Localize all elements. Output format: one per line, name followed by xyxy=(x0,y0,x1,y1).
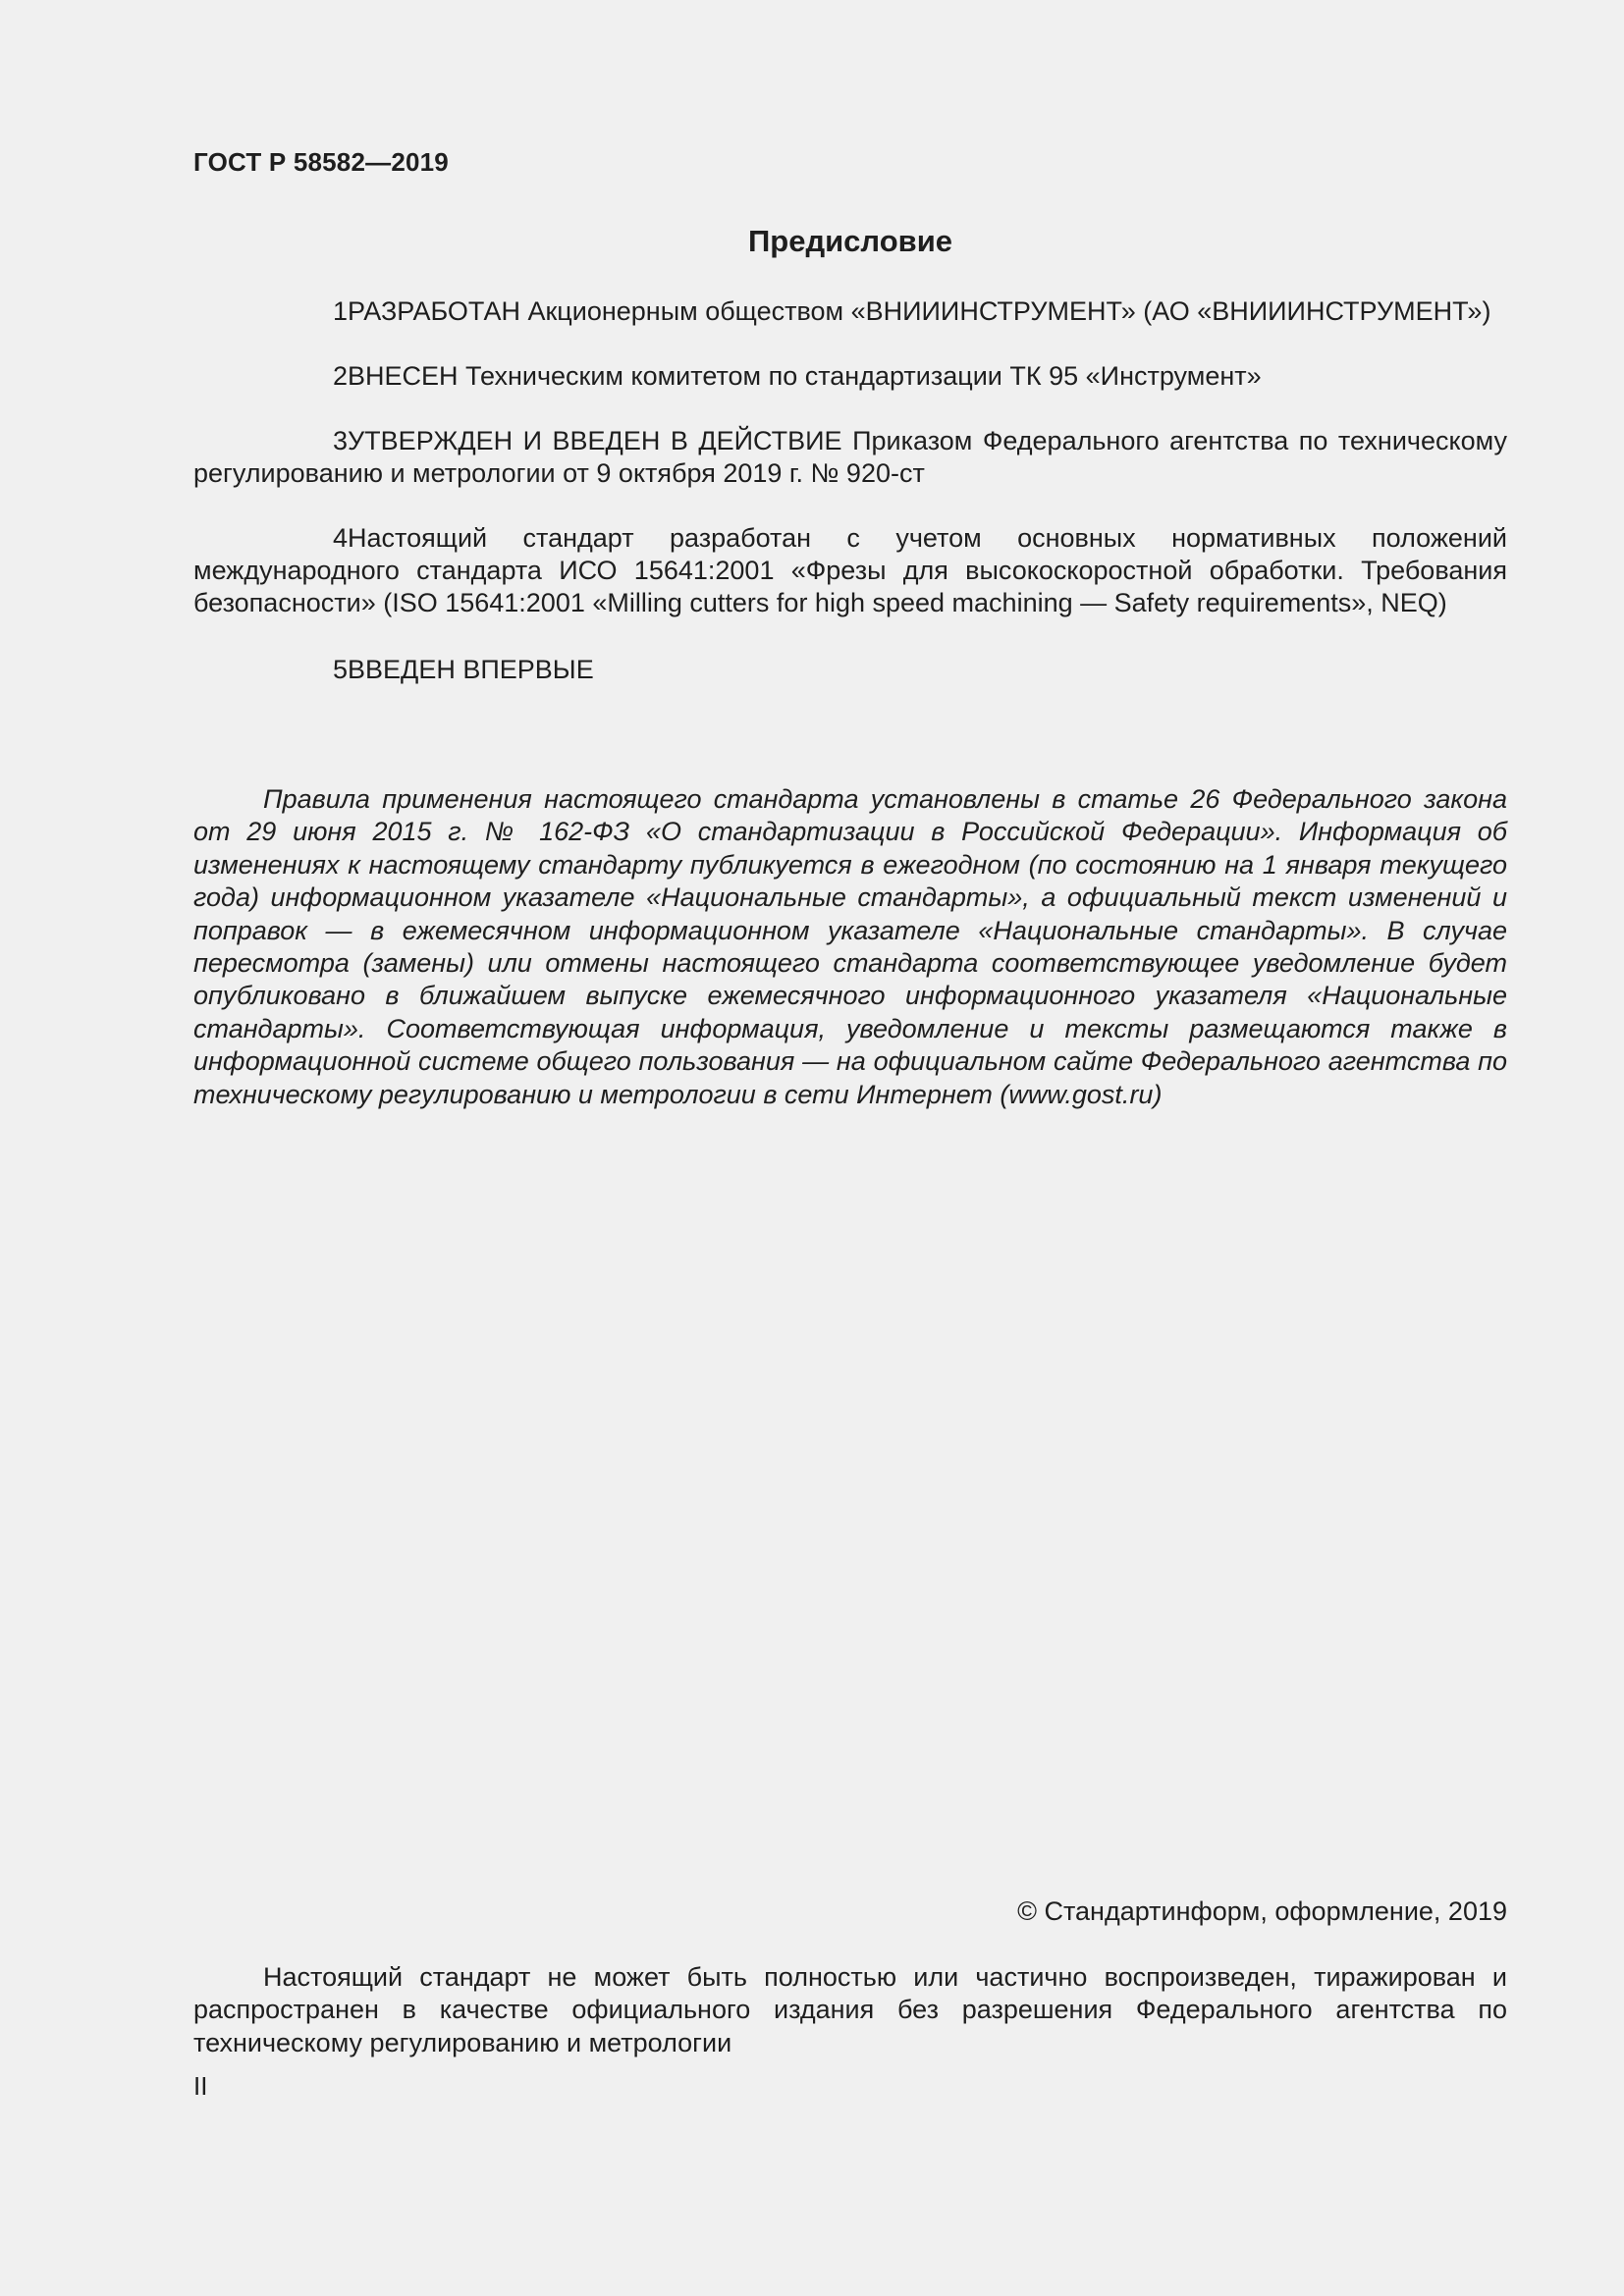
preface-item-text: ВНЕСЕН Техническим комитетом по стандартизации ТК 95 «Инструмент» xyxy=(348,361,1262,391)
preface-item-1 xyxy=(193,295,1507,328)
preface-item-number: 5 xyxy=(333,655,349,684)
preface-item-number: 3 xyxy=(333,426,349,455)
preface-item-4 xyxy=(193,522,1507,619)
document-code: ГОСТ Р 58582—2019 xyxy=(193,147,449,177)
preface-item-text: ВВЕДЕН ВПЕРВЫЕ xyxy=(348,655,594,684)
preface-item-number: 2 xyxy=(333,361,349,391)
preface-item-number: 4 xyxy=(333,523,349,553)
preface-item-text: Настоящий стандарт разработан с учетом основных нормативных положений международного стандарта ИСО 15641:2001 «Фрезы для высокоскоростной обработки. Требования безопасности» (ISO 15641:2001 «Milling cutters for high speed machining — Safety requirements», NEQ) xyxy=(193,523,1507,617)
preface-item-number: 1 xyxy=(333,296,349,326)
preface-title: Предисловие xyxy=(747,224,952,258)
standard-application-notice: Правила применения настоящего стандарта установлены в статье 26 Федерального закона от 29 июня 2015 г. № 162-ФЗ «О стандартизации в Российской Федерации». Информация об изменениях к настоящему стандарту публикуется в ежегодном (по состоянию на 1 января текущего года) информационном указателе «Национальные стандарты», а официальный текст изменений и поправок — в ежемесячном информационном указателе «Национальные стандарты». В случае пересмотра (замены) или отмены настоящего стандарта соответствующее уведомление будет опубликовано в ближайшем выпуске ежемесячного информационного указателя «Национальные стандарты». Соответствующая информация, уведомление и тексты размещаются также в информационной системе общего пользования — на официальном сайте Федерального агентства по техническому регулированию и метрологии в сети Интернет (www.gost.ru) xyxy=(193,784,1507,1109)
page-number: II xyxy=(193,2071,208,2101)
reproduction-notice: Настоящий стандарт не может быть полностью или частично воспроизведен, тиражирован и распространен в качестве официального издания без разрешения Федерального агентства по техническому регулированию и метрологии xyxy=(193,1962,1507,2057)
preface-item-3 xyxy=(193,425,1507,490)
copyright-line: © Стандартинформ, оформление, 2019 xyxy=(1017,1896,1507,1926)
preface-item-text: РАЗРАБОТАН Акционерным обществом «ВНИИИНСТРУМЕНТ» (АО «ВНИИИНСТРУМЕНТ») xyxy=(348,296,1491,326)
preface-item-text: УТВЕРЖДЕН И ВВЕДЕН В ДЕЙСТВИЕ Приказом Федерального агентства по техническому регулированию и метрологии от 9 октября 2019 г. № 920-ст xyxy=(193,426,1507,488)
preface-item-2 xyxy=(193,360,1507,393)
preface-item-5 xyxy=(193,654,1507,686)
